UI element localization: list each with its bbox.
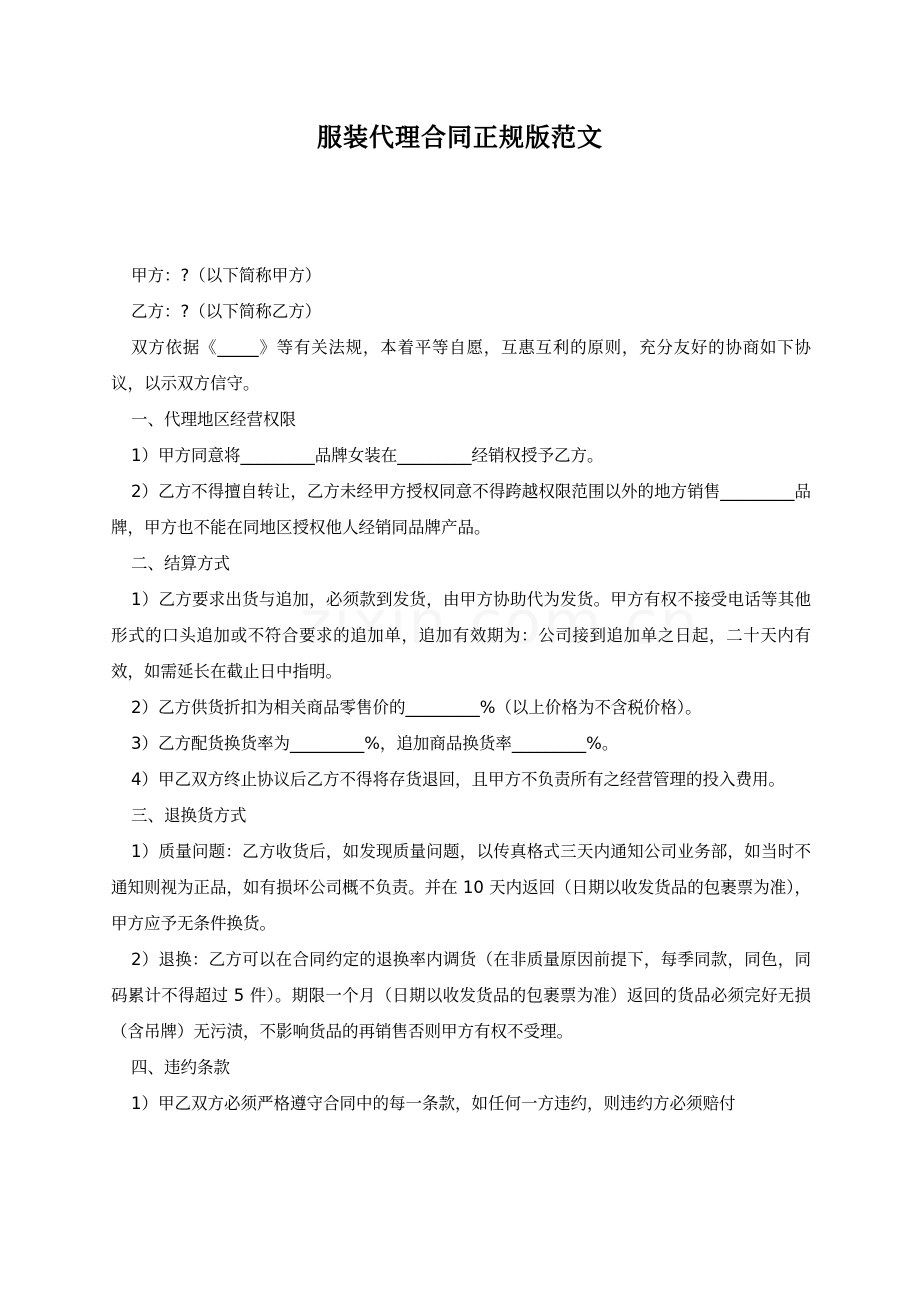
preamble-paragraph: 双方依据《_____》等有关法规，本着平等自愿，互惠互利的原则，充分友好的协商如下协议，以示双方信守。	[111, 338, 811, 393]
clause-3-1: 1）质量问题：乙方收货后，如发现质量问题，以传真格式三天内通知公司业务部，如当时不通知则视为正品，如有损坏公司概不负责。并在 10 天内返回（日期以收发货品的包裹票为准），甲方应予无条件换货。	[111, 842, 811, 933]
document-title: 服装代理合同正规版范文	[316, 123, 603, 152]
clause-2-1: 1）乙方要求出货与追加，必须款到发货，由甲方协助代为发货。甲方有权不接受电话等其他形式的口头追加或不符合要求的追加单，追加有效期为：公司接到追加单之日起，二十天内有效，如需延长在截止日中指明。	[111, 590, 811, 681]
clause-2-4: 4）甲乙双方终止协议后乙方不得将存货退回，且甲方不负责所有之经营管理的投入费用。	[131, 770, 785, 789]
section-heading-2: 二、结算方式	[131, 554, 230, 573]
clause-2-3: 3）乙方配货换货率为_________%，追加商品换货率_________%。	[131, 734, 619, 753]
clause-3-2: 2）退换：乙方可以在合同约定的退换率内调货（在非质量原因前提下，每季同款，同色，同码累计不得超过 5 件）。期限一个月（日期以收发货品的包裹票为准）返回的货品必须完好无损（含吊牌）无污渍，不影响货品的再销售否则甲方有权不受理。	[111, 950, 811, 1041]
clause-1-2: 2）乙方不得擅自转让，乙方未经甲方授权同意不得跨越权限范围以外的地方销售_________品牌，甲方也不能在同地区授权他人经销同品牌产品。	[111, 482, 811, 537]
section-heading-3: 三、退换货方式	[131, 806, 247, 825]
party-b-line: 乙方：?（以下简称乙方）	[131, 302, 322, 321]
document-body	[111, 258, 811, 1122]
section-heading-1: 一、代理地区经营权限	[131, 410, 296, 429]
section-heading-4: 四、违约条款	[131, 1058, 230, 1077]
party-a-line: 甲方：?（以下简称甲方）	[131, 266, 322, 285]
clause-1-1: 1）甲方同意将_________品牌女装在_________经销权授予乙方。	[131, 446, 604, 465]
clause-2-2: 2）乙方供货折扣为相关商品零售价的_________%（以上价格为不含税价格）。	[131, 698, 702, 717]
clause-4-1: 1）甲乙双方必须严格遵守合同中的每一条款，如任何一方违约，则违约方必须赔付	[131, 1094, 736, 1113]
